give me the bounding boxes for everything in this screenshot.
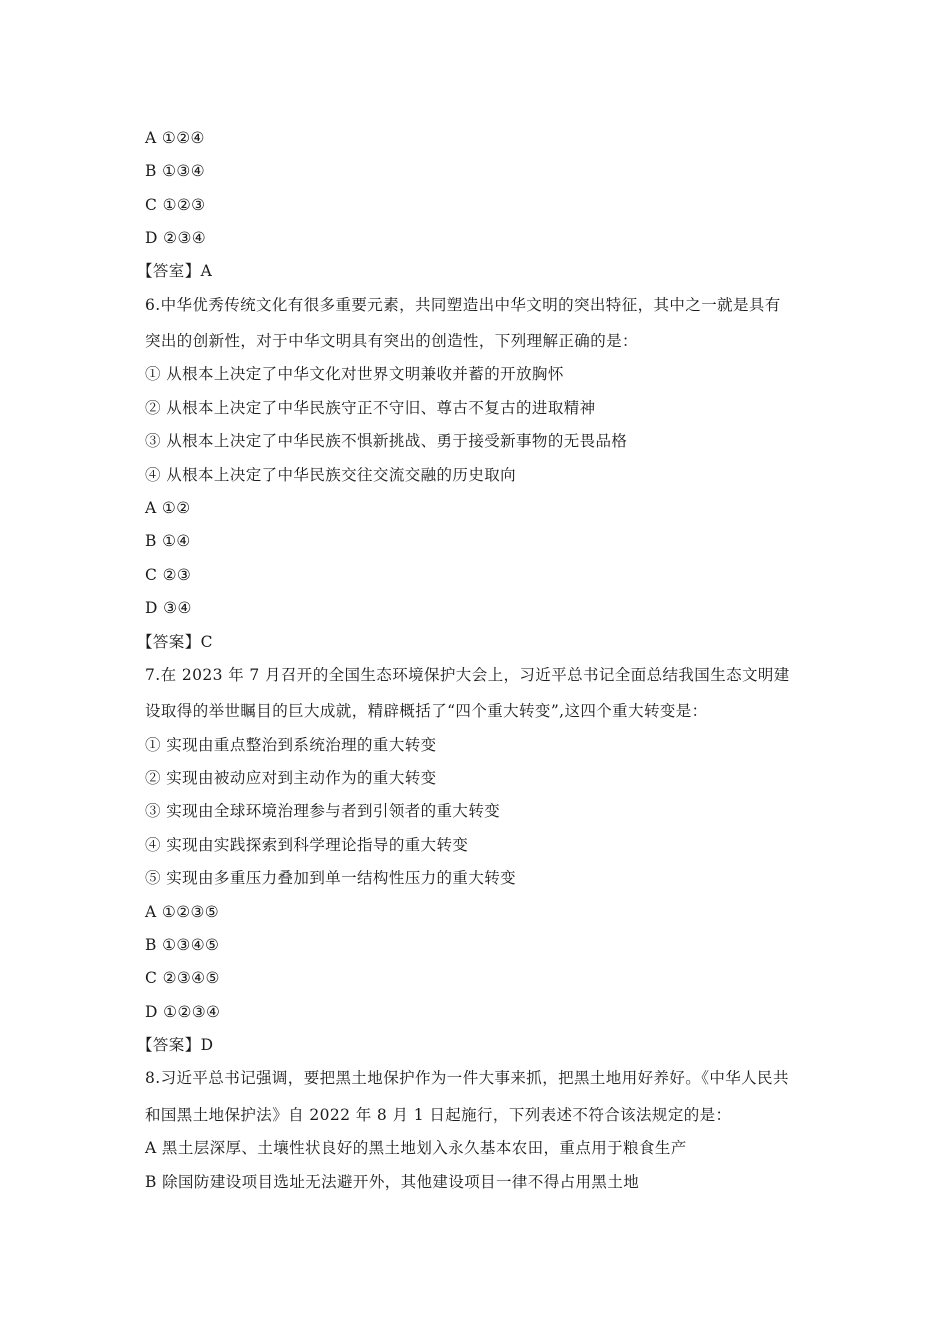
q7-item-4: ④ 实现由实践探索到科学理论指导的重大转变 [145, 836, 469, 854]
q8-option-a: A 黑土层深厚、土壤性状良好的黑土地划入永久基本农田，重点用于粮食生产 [145, 1139, 687, 1157]
q5-option-d: D ②③④ [145, 229, 207, 247]
q7-option-a: A ①②③⑤ [145, 903, 220, 921]
q7-item-2: ② 实现由被动应对到主动作为的重大转变 [145, 769, 437, 787]
q7-item-1: ① 实现由重点整治到系统治理的重大转变 [145, 736, 437, 754]
q7-item-3: ③ 实现由全球环境治理参与者到引领者的重大转变 [145, 802, 501, 820]
q5-option-c: C ①②③ [145, 196, 206, 214]
q7-option-d: D ①②③④ [145, 1003, 221, 1021]
q6-option-a: A ①② [145, 499, 191, 517]
q6-item-3: ③ 从根本上决定了中华民族不惧新挑战、勇于接受新事物的无畏品格 [145, 432, 628, 450]
q5-option-a: A ①②④ [145, 129, 205, 147]
q6-stem-line-2: 突出的创新性，对于中华文明具有突出的创造性，下列理解正确的是： [145, 332, 638, 350]
q6-item-2: ② 从根本上决定了中华民族守正不守旧、尊古不复古的进取精神 [145, 399, 596, 417]
q8-stem-line-1: 8.习近平总书记强调，要把黑土地保护作为一件大事来抓，把黑土地用好养好。《中华人民共 [145, 1069, 789, 1087]
q7-item-5: ⑤ 实现由多重压力叠加到单一结构性压力的重大转变 [145, 869, 517, 887]
q7-option-b: B ①③④⑤ [145, 936, 220, 954]
q5-option-b: B ①③④ [145, 162, 206, 180]
q7-answer: 【答案】D [137, 1036, 214, 1054]
q6-answer: 【答案】C [137, 633, 213, 651]
q7-stem-line-1: 7.在 2023 年 7 月召开的全国生态环境保护大会上，习近平总书记全面总结我国生态文明建 [145, 666, 790, 684]
q6-option-d: D ③④ [145, 599, 192, 617]
q6-item-1: ① 从根本上决定了中华文化对世界文明兼收并蓄的开放胸怀 [145, 365, 564, 383]
q8-stem-line-2: 和国黑土地保护法》自 2022 年 8 月 1 日起施行，下列表述不符合该法规定的是： [145, 1106, 732, 1124]
q6-option-b: B ①④ [145, 532, 191, 550]
q6-option-c: C ②③ [145, 566, 192, 584]
q6-item-4: ④ 从根本上决定了中华民族交往交流交融的历史取向 [145, 466, 517, 484]
q7-stem-line-2: 设取得的举世瞩目的巨大成就，精辟概括了“四个重大转变”,这四个重大转变是： [145, 702, 708, 720]
q8-option-b: B 除国防建设项目选址无法避开外，其他建设项目一律不得占用黑土地 [145, 1173, 640, 1191]
q7-option-c: C ②③④⑤ [145, 969, 220, 987]
q5-answer: 【答室】A [137, 262, 213, 280]
q6-stem-line-1: 6.中华优秀传统文化有很多重要元素，共同塑造出中华文明的突出特征，其中之一就是具有 [145, 296, 781, 314]
